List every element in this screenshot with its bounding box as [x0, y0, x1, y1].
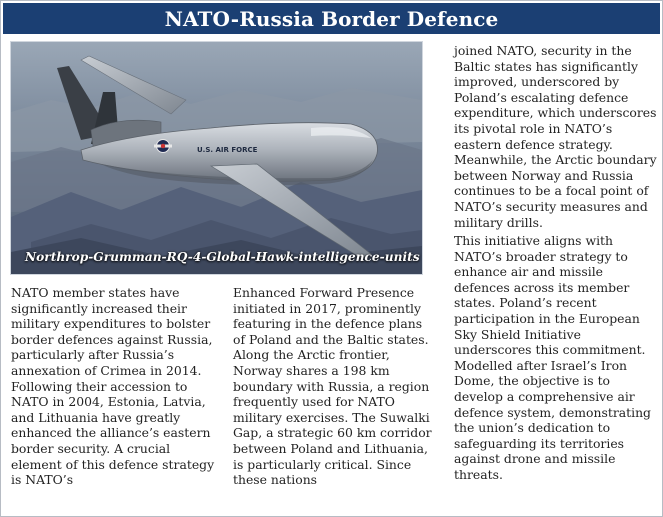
title-bar — [3, 3, 660, 34]
article-column-1: NATO member states have significantly increased their military expenditures to bolster border defences against Russia, particularly after Russia’s annexation of Crimea in 2014. Following their accession to NATO in 2004, Estonia, Latvia, and Lithuania have greatly enhanced the alliance’s eastern border security. A crucial element of this defence strategy is NATO’s — [11, 285, 215, 488]
photo-caption: Northrop-Grumman-RQ-4-Global-Hawk-intelligence-units — [25, 250, 420, 264]
drone-photo — [10, 41, 423, 275]
article-title: NATO-Russia Border Defence — [164, 6, 499, 31]
fuselage-marking: U.S. AIR FORCE — [197, 146, 258, 154]
drone-illustration — [11, 42, 422, 274]
article-column-3-paragraph-2: This initiative aligns with NATO’s broader strategy to enhance air and missile defences across its member states. Poland’s recent participation in the European Sky Shield Initiative underscores this commitment. Modelled after Israel’s Iron Dome, the objective is to develop a comprehensive air defence system, demonstrating the union’s dedication to safeguarding its territories against drone and missile threats. — [454, 233, 651, 482]
article-column-2: Enhanced Forward Presence initiated in 2017, prominently featuring in the defence plans of Poland and the Baltic states. Along the Arctic frontier, Norway shares a 198 km boundary with Russia, a region frequently used for NATO military exercises. The Suwalki Gap, a strategic 60 km corridor between Poland and Lithuania, is particularly critical. Since these nations — [233, 285, 432, 488]
article-column-3-paragraph-1: joined NATO, security in the Baltic states has significantly improved, underscored by Poland’s escalating defence expenditure, which underscores its pivotal role in NATO’s eastern defence strategy. Meanwhile, the Arctic boundary between Norway and Russia continues to be a focal point of NATO’s security measures and military drills. — [454, 43, 657, 230]
